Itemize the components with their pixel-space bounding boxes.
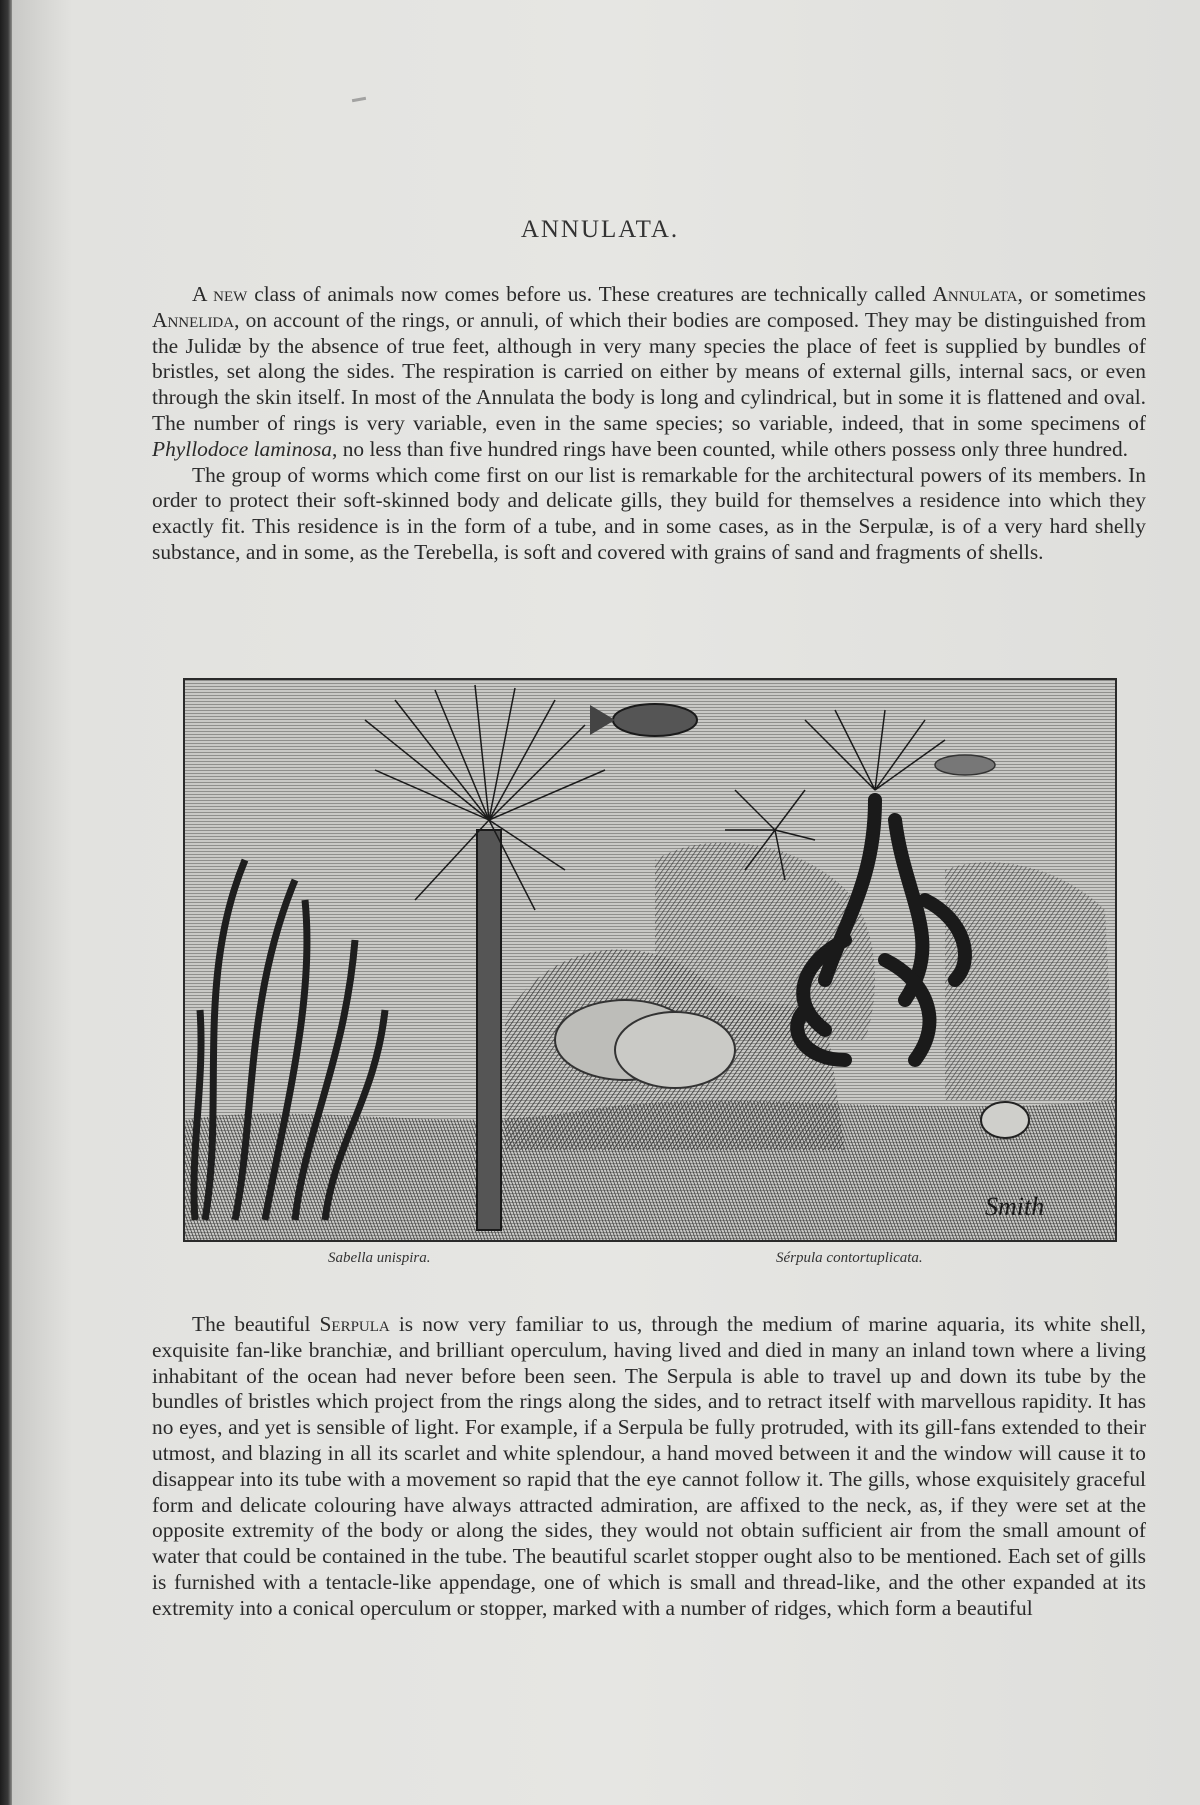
fish-small	[935, 755, 995, 775]
page-title: ANNULATA.	[520, 216, 680, 243]
term-annelida: Annelida	[152, 307, 235, 332]
engraving-drawing	[185, 680, 1115, 1240]
term-serpula: Serpula	[319, 1312, 390, 1336]
engraver-signature: Smith	[985, 1192, 1045, 1221]
engraving-illustration	[183, 678, 1117, 1242]
binding-edge	[0, 0, 12, 1805]
fish	[613, 704, 697, 736]
clam-shell-2	[615, 1012, 735, 1088]
species-name: Phyllodoce laminosa	[152, 436, 333, 461]
sabella-tube	[477, 830, 501, 1230]
rock-right	[945, 862, 1115, 1100]
caption-serpula: Sérpula contortuplicata.	[776, 1250, 923, 1266]
snail-shell	[981, 1102, 1029, 1138]
paragraph-intro: A new class of animals now comes before us. These creatures are technically called Annulata, or sometimes Annelida, on account of the rings, or annuli, of which their bodies are composed. They may be distinguished from the Julidæ by the absence of true feet, although in very many species the place of feet is supplied by bundles of bristles, set along the sides. The respiration is carried on either by means of external gills, internal sacs, or even through the skin itself. In most of the Annulata the body is long and cylindrical, but in some it is flattened and oval. The number of rings is very variable, even in the same species; so variable, indeed, that in some specimens of Phyllodoce laminosa, no less than five hundred rings have been counted, while others possess only three hundred.	[152, 282, 1146, 461]
term-annulata: Annulata	[932, 282, 1018, 306]
serpula-text-block	[152, 1312, 1146, 1622]
lead-words: A new	[192, 282, 248, 306]
caption-sabella: Sabella unispira.	[328, 1250, 431, 1266]
paragraph-tube-builders: The group of worms which come first on our list is remarkable for the architectural powers of its members. In order to protect their soft-skinned body and delicate gills, they build for themselves a residence into which they exactly fit. This residence is in the form of a tube, and in some cases, as in the Serpulæ, is of a very hard shelly substance, and in some, as the Terebella, is soft and covered with grains of sand and fragments of shells.	[152, 462, 1146, 564]
intro-text-block	[152, 282, 1146, 566]
paragraph-serpula: The beautiful Serpula is now very familiar to us, through the medium of marine aquaria, its white shell, exquisite fan-like branchiæ, and brilliant operculum, having lived and died in many an inland town where a living inhabitant of the ocean had never before been seen. The Serpula is able to travel up and down its tube by the bundles of bristles which project from the rings along the sides, and to retract itself with marvellous rapidity. It has no eyes, and yet is sensible of light. For example, if a Serpula be fully protruded, with its gill-fans extended to their utmost, and blazing in all its scarlet and white splendour, a hand moved between it and the window will cause it to disappear into its tube with a movement so rapid that the eye cannot follow it. The gills, whose exquisitely graceful form and delicate colouring have always attracted admiration, are affixed to the neck, as, if they were set at the opposite extremity of the body or along the sides, they would not obtain sufficient air from the small amount of water that could be contained in the tube. The beautiful scarlet stopper ought also to be mentioned. Each set of gills is furnished with a tentacle-like appendage, one of which is small and thread-like, and the other expanded at its extremity into a conical operculum or stopper, marked with a number of ridges, which form a beautiful	[152, 1312, 1146, 1620]
